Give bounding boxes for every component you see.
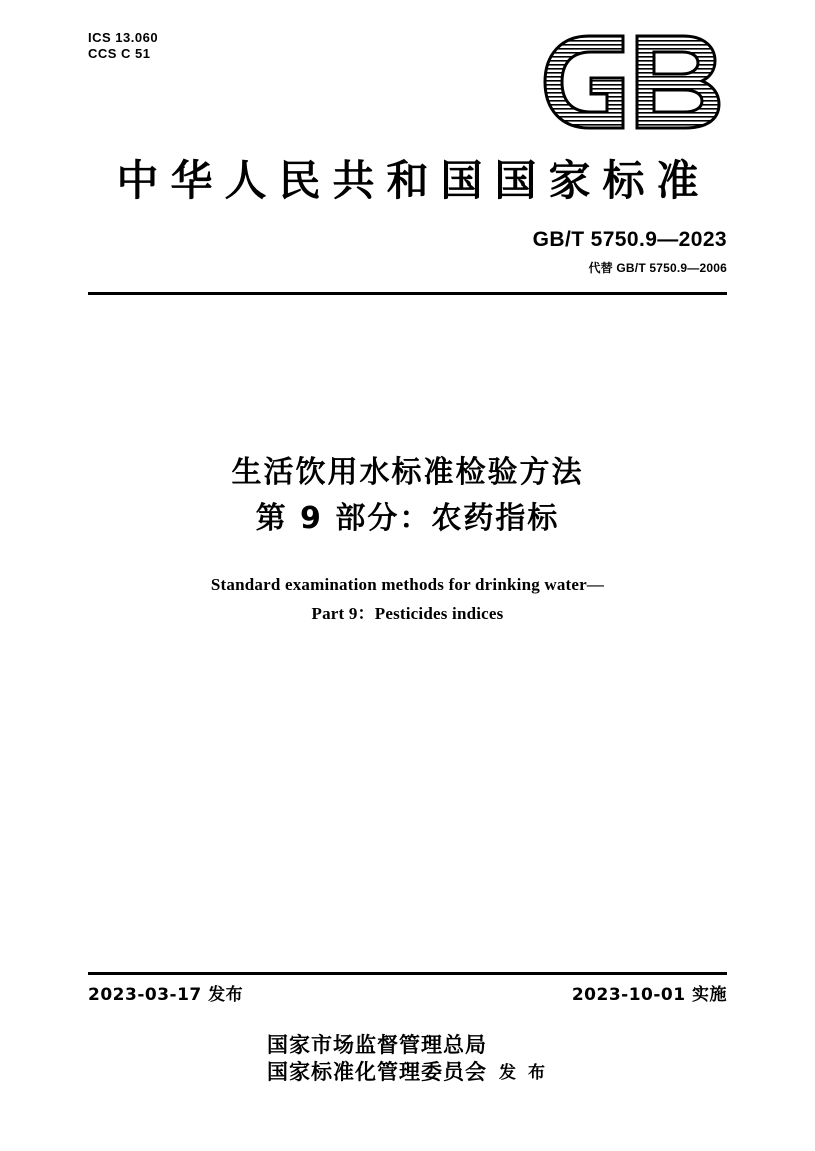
divider-top [88,292,727,295]
document-title-cn-line1: 生活饮用水标准检验方法 [231,455,584,490]
issuer-line1: 国家市场监督管理总局 [267,1033,488,1057]
issuer-names [267,1032,487,1086]
document-title-en [0,570,815,628]
effective-date: 2023-10-01 实施 [571,985,727,1005]
classification-codes [88,30,158,62]
standard-replaces: 代替 GB/T 5750.9—2006 [588,261,727,275]
document-title-cn-line2: 第 9 部分：农药指标 [255,501,560,536]
document-title-cn [0,450,815,542]
gb-logo-icon [537,28,727,136]
issuer-publish-label: 发 布 [499,1063,548,1083]
issuer-line2: 国家标准化管理委员会 [267,1060,488,1084]
national-standard-title: 中华人民共和国国家标准 [116,156,711,205]
standard-number-block [533,228,727,276]
ics-code: ICS 13.060 [88,30,159,45]
document-title-en-line2: Part 9：Pesticides indices [311,604,504,623]
document-title-en-line1: Standard examination methods for drinking water— [210,575,605,594]
issue-date: 2023-03-17 发布 [88,985,244,1005]
divider-bottom [88,972,727,975]
standard-number: GB/T 5750.9—2023 [532,228,727,251]
dates-row [88,980,727,1005]
issuer-block [0,1032,815,1086]
ccs-code: CCS C 51 [88,46,151,61]
